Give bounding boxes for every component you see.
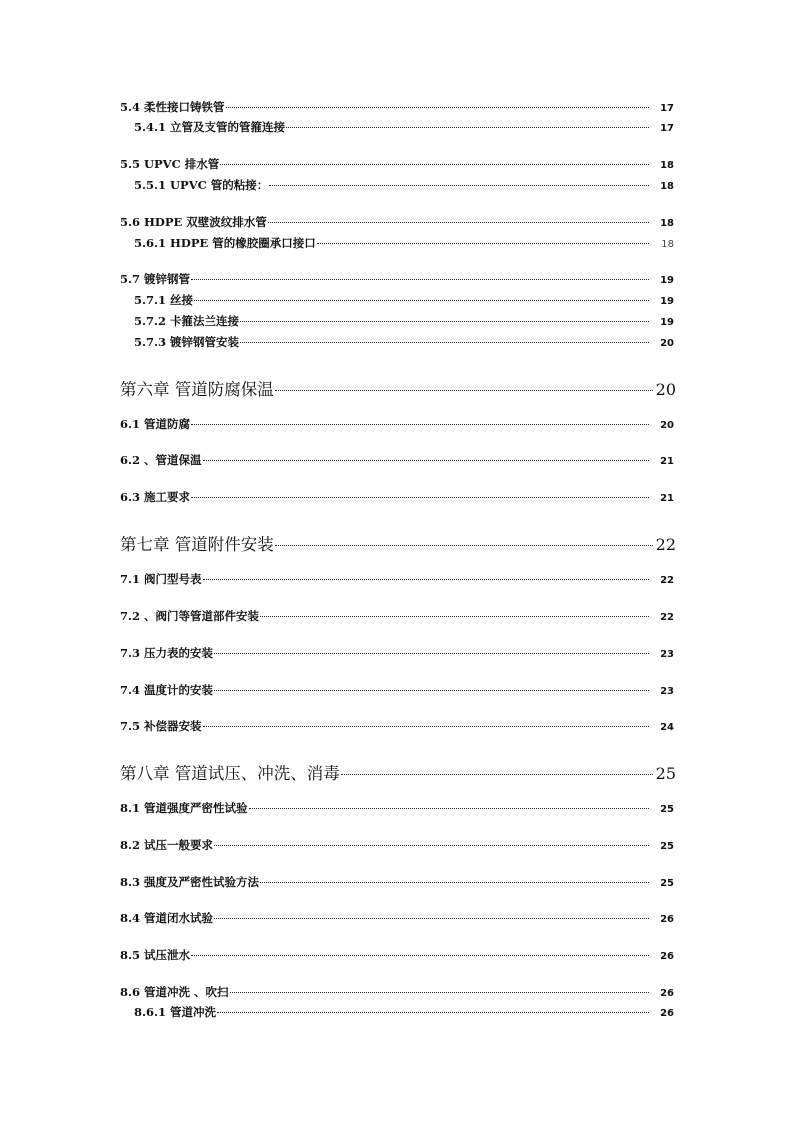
toc-page-number: 17 <box>660 123 674 134</box>
toc-page-number: 23 <box>660 649 674 660</box>
toc-entry[interactable] <box>120 99 674 115</box>
toc-page-number: 18 <box>660 160 674 171</box>
toc-entry[interactable] <box>120 608 674 624</box>
toc-entry-title: 6.2 、管道保温 <box>120 453 202 467</box>
dot-leader <box>214 690 649 691</box>
toc-entry[interactable] <box>120 214 674 230</box>
toc-page-number: 20 <box>660 338 674 349</box>
toc-page-number: 19 <box>660 296 674 307</box>
toc-entry[interactable] <box>134 235 674 251</box>
dot-leader <box>203 460 649 461</box>
dot-leader <box>217 1012 649 1013</box>
toc-page-number: 23 <box>660 686 674 697</box>
toc-page-number: 25 <box>660 841 674 852</box>
toc-entry-title: 8.6.1 管道冲洗 <box>134 1005 217 1019</box>
toc-entry-title: 8.4 管道闭水试验 <box>120 911 214 925</box>
toc-page-number: 22 <box>660 612 674 623</box>
toc-page-number: 26 <box>660 988 674 999</box>
toc-entry-title: 5.4.1 立管及支管的管箍连接 <box>134 120 286 134</box>
toc-entry[interactable] <box>120 571 674 587</box>
dot-leader <box>249 808 649 809</box>
toc-entry[interactable] <box>134 177 674 193</box>
toc-entry[interactable] <box>134 1004 674 1020</box>
dot-leader <box>275 390 653 391</box>
toc-entry[interactable] <box>120 718 674 734</box>
toc-entry[interactable] <box>120 947 674 963</box>
toc-entry[interactable] <box>120 837 674 853</box>
toc-entry[interactable] <box>120 874 674 890</box>
toc-entry-title: 5.4 柔性接口铸铁管 <box>120 100 225 114</box>
toc-page-number: 18 <box>660 181 674 192</box>
toc-entry[interactable] <box>120 271 674 287</box>
toc-entry[interactable] <box>120 984 674 1000</box>
dot-leader <box>191 424 649 425</box>
toc-page-number: 24 <box>660 722 674 733</box>
toc-page-number: 21 <box>660 493 674 504</box>
toc-entry[interactable] <box>120 910 674 926</box>
toc-entry-title: 5.7.1 丝接 <box>134 293 194 307</box>
toc-page-number: 20 <box>660 420 674 431</box>
toc-entry[interactable] <box>120 489 674 505</box>
toc-page-number: 25 <box>660 804 674 815</box>
toc-entry-title: 8.1 管道强度严密性试验 <box>120 801 248 815</box>
toc-entry[interactable] <box>120 800 674 816</box>
toc-chapter-entry[interactable] <box>120 531 674 553</box>
dot-leader <box>203 579 649 580</box>
toc-entry-title: 5.7.2 卡箍法兰连接 <box>134 314 240 328</box>
dot-leader <box>191 497 649 498</box>
toc-entry-title: 5.6.1 HDPE 管的橡胶圈承口接口 <box>134 236 316 250</box>
toc-entry-title: 7.3 压力表的安装 <box>120 646 214 660</box>
toc-page-number: 26 <box>660 1008 674 1019</box>
toc-entry-title: 第八章 管道试压、冲洗、消毒 <box>120 764 340 783</box>
dot-leader <box>240 321 649 322</box>
toc-page-number: 25 <box>660 878 674 889</box>
dot-leader <box>203 726 649 727</box>
toc-entry-title: 6.3 施工要求 <box>120 490 191 504</box>
dot-leader <box>286 127 649 128</box>
toc-entry-title: 7.5 补偿器安装 <box>120 719 202 733</box>
toc-entry-title: 6.1 管道防腐 <box>120 417 191 431</box>
dot-leader <box>194 300 649 301</box>
toc-entry-title: 第七章 管道附件安装 <box>120 535 274 554</box>
toc-page-number: 26 <box>660 951 674 962</box>
toc-entry-title: 5.5.1 UPVC 管的粘接： <box>134 178 269 192</box>
dot-leader <box>226 107 649 108</box>
dot-leader <box>260 616 649 617</box>
toc-entry-title: 7.2 、阀门等管道部件安装 <box>120 609 260 623</box>
toc-page-number: 17 <box>660 103 674 114</box>
toc-page-number: 18 <box>661 239 674 250</box>
toc-entry-title: 8.5 试压泄水 <box>120 948 191 962</box>
toc-entry[interactable] <box>134 292 674 308</box>
toc-entry-title: 8.3 强度及严密性试验方法 <box>120 875 260 889</box>
dot-leader <box>275 545 653 546</box>
toc-page-number: 21 <box>660 456 674 467</box>
toc-chapter-entry[interactable] <box>120 760 674 782</box>
toc-entry[interactable] <box>120 156 674 172</box>
dot-leader <box>260 882 649 883</box>
toc-entry[interactable] <box>120 682 674 698</box>
toc-entry[interactable] <box>134 313 674 329</box>
toc-page-number: 19 <box>660 317 674 328</box>
toc-entry[interactable] <box>134 334 674 350</box>
toc-entry-title: 7.1 阀门型号表 <box>120 572 202 586</box>
toc-entry[interactable] <box>120 416 674 432</box>
toc-entry-title: 8.6 管道冲洗 、吹扫 <box>120 985 229 999</box>
dot-leader <box>240 342 649 343</box>
toc-page-number: 22 <box>655 535 676 554</box>
toc-entry-title: 7.4 温度计的安装 <box>120 683 214 697</box>
toc-entry[interactable] <box>120 452 674 468</box>
dot-leader <box>341 774 653 775</box>
toc-entry-title: 5.6 HDPE 双壁波纹排水管 <box>120 215 267 229</box>
toc-page-number: 22 <box>660 575 674 586</box>
toc-chapter-entry[interactable] <box>120 376 674 398</box>
toc-entry[interactable] <box>134 119 674 135</box>
dot-leader <box>214 918 649 919</box>
toc-page-number: 18 <box>660 218 674 229</box>
toc-entry[interactable] <box>120 645 674 661</box>
dot-leader <box>191 955 649 956</box>
dot-leader <box>220 164 649 165</box>
dot-leader <box>317 243 649 244</box>
toc-page-number: 26 <box>660 914 674 925</box>
toc-entry-title: 5.5 UPVC 排水管 <box>120 157 220 171</box>
toc-page-number: 25 <box>655 764 676 783</box>
toc-page-number: 19 <box>660 275 674 286</box>
toc-entry-title: 8.2 试压一般要求 <box>120 838 214 852</box>
toc-entry-title: 第六章 管道防腐保温 <box>120 380 274 399</box>
dot-leader <box>214 653 649 654</box>
toc-page-number: 20 <box>655 380 676 399</box>
toc-entry-title: 5.7.3 镀锌钢管安装 <box>134 335 240 349</box>
dot-leader <box>268 222 649 223</box>
dot-leader <box>191 279 649 280</box>
dot-leader <box>230 992 649 993</box>
dot-leader <box>269 185 649 186</box>
dot-leader <box>214 845 649 846</box>
toc-entry-title: 5.7 镀锌钢管 <box>120 272 191 286</box>
